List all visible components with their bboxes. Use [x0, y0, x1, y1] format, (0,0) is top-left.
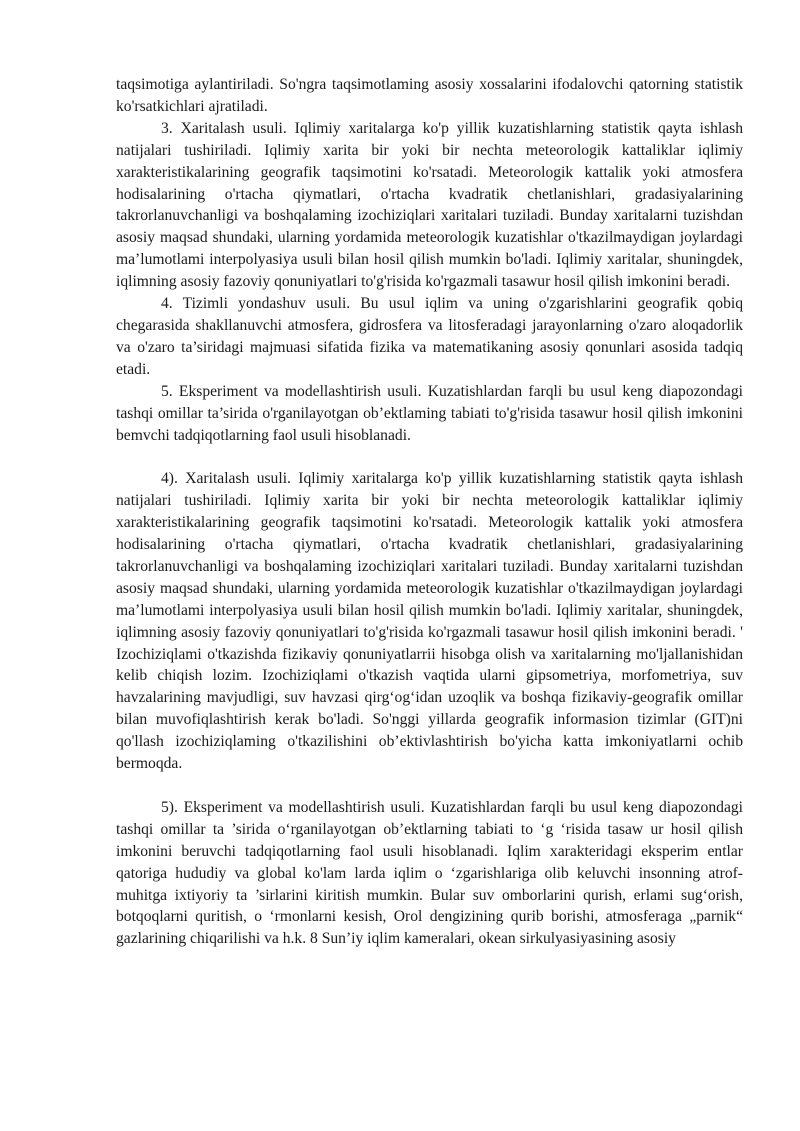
paragraph-experiment-method: 5. Eksperiment va modellashtirish usuli. Kuzatishlardan farqli bu usul keng diapozondagi tashqi omillar ta’sirida o'rganilayotgan ob’ektlaming tabiati to'g'risida tasawur hosil qilish imkonini bemvchi tadqiqotlarning faol usuli hisoblanadi.	[116, 382, 743, 444]
paragraph-spacer	[116, 775, 743, 797]
paragraph-experiment-method-extended: 5). Eksperiment va modellashtirish usuli. Kuzatishlardan farqli bu usul keng diapozondagi tashqi omillar ta ’sirida o‘rganilayotgan ob’ektlarning tabiati to ‘g ‘risida tasaw ur hosil qilish imkonini beruvchi tadqiqotlarning faol usuli hisoblanadi. Iqlim xarakteridagi eksperim entlar qatoriga hududiy va global ko'lam larda iqlim o ‘zgarishlariga olib keluvchi insonning atrof-muhitga ixtiyoriy ta ’sirlarini kiritish mumkin. Bular suv omborlarini qurish, erlami sug‘orish, botqoqlarni quritish, o ‘rmonlarni kesish, Orol dengizining qurib borishi, atmosferaga „parnik“ gazlarining chiqarilishi va h.k. 8 Sun’iy iqlim kameralari, okean sirkulyasiyasining asosiy	[116, 798, 743, 948]
paragraph-mapping-method-extended: 4). Xaritalash usuli. Iqlimiy xaritalarga ko'p yillik kuzatishlarning statistik qayta ishlash natijalari tushiriladi. Iqlimiy xarita bir yoki bir nechta meteorologik kattaliklar iqlimiy xarakteristikalarining geografik taqsimotini ko'rsatadi. Meteorologik kattalik yoki atmosfera hodisalarining o'rtacha qiymatlari, o'rtacha kvadratik chetlanishlari, gradasiyalarining takrorlanuvchanligi va boshqalaming izochiziqlari xaritalari tuziladi. Bunday xaritalarni tuzishdan asosiy maqsad shundaki, ularning yordamida meteorologik kuzatishlar o'tkazilmaydigan joylardagi ma’lumotlami interpolyasiya usuli bilan hosil qilish mumkin bo'ladi. Iqlimiy xaritalar, shuningdek, iqlimning asosiy fazoviy qonuniyatlari to'g'risida ko'rgazmali tasawur hosil qilish imkonini beradi. ' Izochiziqlami o'tkazishda fizikaviy qonuniyatlarrii hisobga olish va xaritalarning mo'ljallanishidan kelib chiqish lozim. Izochiziqlami o'tkazish vaqtida ularni gipsometriya, morfometriya, suv havzalarining mavjudligi, suv havzasi qirg‘og‘idan uzoqlik va boshqa fizikaviy-geografik omillar bilan muvofiqlashtirish kerak bo'ladi. So'nggi yillarda geografik informasion tizimlar (GIT)ni qo'llash izochiziqlaming o'tkazilishini ob’ektivlashtirish bo'yicha katta imkoniyatlarni ochib bermoqda.	[116, 470, 743, 773]
document-page	[116, 74, 743, 950]
paragraph-systems-approach: 4. Tizimli yondashuv usuli. Bu usul iqlim va uning o'zgarishlarini geografik qobiq chegarasida shakllanuvchi atmosfera, gidrosfera va litosferadagi jarayonlarning o'zaro aloqadorlik va o'zaro ta’siridagi majmuasi sifatida fizika va matematikaning asosiy qonunlari asosida tadqiq etadi.	[116, 295, 743, 378]
paragraph-continuation: taqsimotiga aylantiriladi. So'ngra taqsimotlaming asosiy xossalarini ifodalovchi qatorning statistik ko'rsatkichlari ajratiladi.	[116, 76, 743, 115]
paragraph-spacer	[116, 446, 743, 468]
paragraph-mapping-method: 3. Xaritalash usuli. Iqlimiy xaritalarga ko'p yillik kuzatishlarning statistik qayta ishlash natijalari tushiriladi. Iqlimiy xarita bir yoki bir nechta meteorologik kattaliklar iqlimiy xarakteristikalarining geografik taqsimotini ko'rsatadi. Meteorologik kattalik yoki atmosfera hodisalarining o'rtacha qiymatlari, o'rtacha kvadratik chetlanishlari, gradasiyalarining takrorlanuvchanligi va boshqalaming izochiziqlari xaritalari tuziladi. Bunday xaritalarni tuzishdan asosiy maqsad shundaki, ularning yordamida meteorologik kuzatishlar o'tkazilmaydigan joylardagi ma’lumotlami interpolyasiya usuli bilan hosil qilish mumkin bo'ladi. Iqlimiy xaritalar, shuningdek, iqlimning asosiy fazoviy qonuniyatlari to'g'risida ko'rgazmali tasawur hosil qilish imkonini beradi.	[116, 119, 743, 291]
